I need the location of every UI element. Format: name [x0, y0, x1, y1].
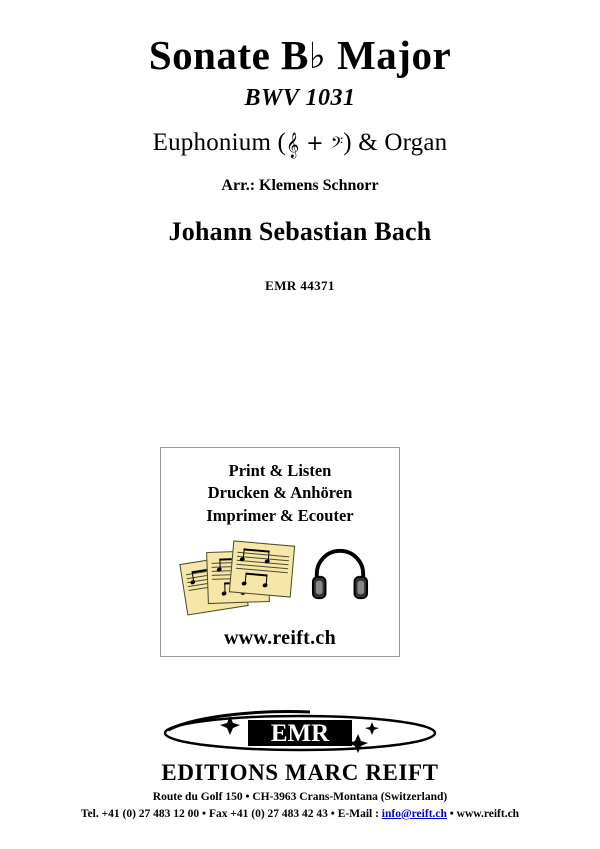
promo-line-en: Print & Listen: [228, 461, 332, 480]
promo-line-de: Drucken & Anhören: [207, 483, 353, 503]
contact-line: [0, 806, 600, 823]
sheet-front: [229, 540, 295, 597]
emr-logo-icon: [160, 708, 440, 756]
promo-artwork: [161, 533, 399, 621]
emr-logo-text: EMR: [270, 720, 330, 747]
clef-plus: +: [299, 131, 331, 156]
publisher-name: EDITIONS MARC REIFT: [161, 760, 439, 785]
instrumentation: [0, 129, 600, 158]
catalog-number: EMR 44371: [265, 278, 335, 294]
treble-clef-icon: 𝄞: [286, 133, 300, 159]
publisher-address: [0, 789, 600, 822]
promo-lines: [161, 460, 399, 527]
page-title: [0, 34, 600, 77]
bass-clef-icon: 𝄢: [330, 134, 344, 157]
headphones-icon: [311, 545, 369, 603]
composer: Johann Sebastian Bach: [168, 217, 432, 247]
website-url[interactable]: www.reift.ch: [223, 626, 337, 649]
contact-prefix: Tel. +41 (0) 27 483 12 00 • Fax +41 (0) 27 483 42 43 • E-Mail :: [80, 807, 382, 820]
contact-suffix: • www.reift.ch: [446, 807, 520, 820]
address-line: Route du Golf 150 • CH-3963 Crans-Montana (Switzerland): [152, 791, 448, 803]
arranger: Arr.: Klemens Schnorr: [221, 177, 379, 195]
flat-symbol: ♭: [308, 35, 327, 77]
work-number: BWV 1031: [244, 85, 356, 112]
title-suffix: Major: [326, 32, 452, 78]
instrumentation-prefix: Euphonium (: [152, 129, 287, 157]
print-and-listen-box[interactable]: [160, 447, 400, 657]
sheet-music-icon: [183, 537, 299, 617]
promo-line-fr: Imprimer & Ecouter: [206, 505, 354, 525]
email-link[interactable]: info@reift.ch: [381, 807, 447, 820]
instrumentation-suffix: ) & Organ: [343, 129, 448, 157]
title-prefix: Sonate B: [148, 32, 309, 78]
title-block: [0, 34, 600, 294]
publisher-logo: [0, 708, 600, 761]
